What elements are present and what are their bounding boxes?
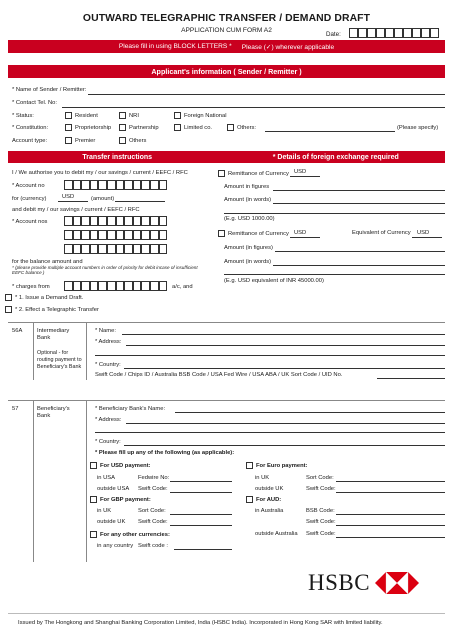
constitution-others[interactable]: Others: (227, 124, 256, 131)
date-label: Date: (326, 31, 341, 38)
charges-suffix: a/c, and (172, 284, 193, 290)
account-nos-boxes-2[interactable] (64, 230, 167, 240)
constitution-partnership[interactable]: Partnership (119, 124, 159, 131)
status-nri[interactable]: NRI (119, 112, 139, 119)
fill-instructions-band (8, 40, 445, 53)
remit-currency-value-2: USD (294, 230, 307, 236)
aud-swift-field[interactable] (336, 525, 445, 526)
currency-field[interactable] (58, 201, 88, 202)
section-divider-56a (8, 322, 445, 323)
intermediary-country-label: * Country: (95, 362, 121, 368)
gbp-swift-field[interactable] (170, 525, 232, 526)
footer-divider (8, 613, 445, 614)
euro-swift-field[interactable] (336, 492, 445, 493)
form-subtitle: APPLICATION CUM FORM A2 (181, 27, 272, 34)
other-any-country: in any country (97, 543, 134, 549)
block-letters-note: Please fill in using BLOCK LETTERS * (118, 43, 232, 50)
equivalent-value: USD (417, 230, 430, 236)
tick-note: Please (✓) wherever applicable (241, 43, 335, 51)
option-telegraphic-transfer[interactable]: * 2. Effect a Telegraphic Transfer (5, 306, 99, 313)
beneficiary-country-field[interactable] (124, 445, 445, 446)
footer-text: Issued by The Hongkong and Shanghai Banking Corporation Limited, India (HSBC India). Incorporated in Hong Kong SAR with limited liability. (18, 620, 383, 626)
contact-label: * Contact Tel. No: (12, 100, 58, 106)
date-field[interactable] (349, 28, 439, 38)
hsbc-logo (308, 570, 419, 596)
amount-label: (amount) (91, 196, 115, 202)
intermediary-name-label: * Name: (95, 328, 116, 334)
status-foreign-national[interactable]: Foreign National (174, 112, 227, 119)
amount-figures-field[interactable] (273, 190, 445, 191)
aud-outside-swift-label: Swift Code: (306, 531, 336, 537)
gbp-sort-label: Sort Code: (138, 508, 166, 514)
and-debit-text: and debit my / our savings / current / EEFC / RFC (12, 207, 140, 213)
constitution-proprietorship[interactable]: Proprietorship (65, 124, 111, 131)
euro-outside-uk: outside UK (255, 486, 284, 492)
account-type-others[interactable]: Others (119, 137, 146, 144)
usd-swift-field[interactable] (170, 492, 232, 493)
remit-currency-value: USD (294, 169, 307, 175)
other-swift-label: Swift code : (138, 543, 168, 549)
euro-in-uk: in UK (255, 475, 270, 481)
intermediary-optional-note: Optional - for routing payment to Beneficiary's Bank (37, 350, 82, 370)
intermediary-country-field[interactable] (124, 368, 445, 369)
balance-note: * (please provide multiple account numbers in order of priority for debit incase of insufficient EEFC balance ) (12, 265, 198, 276)
amount-figures2-field[interactable] (275, 251, 445, 252)
charges-boxes[interactable] (64, 281, 167, 291)
currency-value: USD (62, 194, 75, 200)
status-resident[interactable]: Resident (65, 112, 98, 119)
gbp-in-uk: in UK (97, 508, 112, 514)
sender-name-field[interactable] (88, 94, 445, 95)
amount-words-label: Amount (in words) (224, 197, 272, 203)
amount-figures2-label: Amount (in figures) (224, 245, 273, 251)
intermediary-swift-field[interactable] (377, 378, 445, 379)
fx-heading: * Details of foreign exchange required (272, 153, 399, 161)
option-demand-draft[interactable]: * 1. Issue a Demand Draft. (5, 294, 83, 301)
beneficiary-address-label: * Address: (95, 417, 122, 423)
usd-fedwire-field[interactable] (170, 481, 232, 482)
aud-outside-swift-field[interactable] (336, 537, 445, 538)
gbp-payment-checkbox[interactable]: For GBP payment: (90, 496, 151, 503)
aud-bsb-field[interactable] (336, 514, 445, 515)
account-nos-boxes-1[interactable] (64, 216, 167, 226)
aud-in-australia: in Australia (255, 508, 284, 514)
form-title: OUTWARD TELEGRAPHIC TRANSFER / DEMAND DRAFT (82, 13, 371, 24)
beneficiary-name-label: * Beneficiary Bank's Name: (95, 406, 166, 412)
authorise-text: I / We authorise you to debit my / our savings / current / EEFC / RFC (12, 170, 188, 176)
for-currency-label: for (currency) (12, 196, 47, 202)
section-band (8, 151, 445, 163)
contact-field[interactable] (62, 107, 445, 108)
beneficiary-name-field[interactable] (175, 412, 445, 413)
please-specify: (Please specify) (397, 125, 439, 131)
aud-swift-label: Swift Code: (306, 519, 336, 525)
amount-words2-field-2[interactable] (224, 274, 445, 275)
euro-payment-checkbox[interactable]: For Euro payment: (246, 462, 308, 469)
beneficiary-address-field[interactable] (126, 423, 445, 424)
intermediary-name-field[interactable] (122, 334, 445, 335)
equivalent-label: Equivalent of Currency (352, 230, 411, 236)
sender-name-label: * Name of Sender / Remitter: (12, 87, 87, 93)
status-label: * Status: (12, 113, 34, 119)
example-1: (E.g. USD 1000.00) (224, 216, 275, 222)
charges-label: * charges from (12, 284, 50, 290)
hsbc-wordmark: HSBC (308, 570, 371, 595)
aud-bsb-label: BSB Code: (306, 508, 335, 514)
aud-outside-australia: outside Australia (255, 531, 298, 537)
other-swift-field[interactable] (174, 549, 232, 550)
euro-sort-field[interactable] (336, 481, 445, 482)
gbp-outside-uk: outside UK (97, 519, 126, 525)
other-currency-checkbox[interactable]: For any other currencies: (90, 531, 170, 538)
amount-words2-label: Amount (in words) (224, 259, 272, 265)
amount-words2-field[interactable] (273, 265, 445, 266)
account-type-premier[interactable]: Premier (65, 137, 95, 144)
usd-outside-usa: outside USA (97, 486, 130, 492)
account-nos-label: * Account nos (12, 219, 48, 225)
remit-currency-field-2[interactable] (290, 237, 320, 238)
usd-payment-checkbox[interactable]: For USD payment: (90, 462, 151, 469)
balance-label: for the balance amount and (12, 259, 83, 265)
remit-currency-checkbox-2[interactable]: Remittance of Currency (218, 230, 289, 237)
account-nos-boxes-3[interactable] (64, 244, 167, 254)
euro-sort-label: Sort Code: (306, 475, 334, 481)
amount-words-field-2[interactable] (224, 213, 445, 214)
remit-currency-field[interactable] (290, 176, 320, 177)
example-2: (E.g. USD equivalent of INR 45000.00) (224, 278, 324, 284)
beneficiary-code: 57 (12, 406, 19, 412)
applicant-heading: Applicant's information ( Sender / Remitter ) (8, 65, 445, 78)
constitution-label: * Constitution: (12, 125, 49, 131)
constitution-limited[interactable]: Limited co. (174, 124, 212, 131)
euro-swift-label: Swift Code: (306, 486, 336, 492)
usd-swift-label: Swift Code: (138, 486, 168, 492)
account-type-label: Account type: (12, 138, 48, 144)
usd-fedwire-label: Fedwire No: (138, 475, 170, 481)
beneficiary-country-label: * Country: (95, 439, 121, 445)
gbp-swift-label: Swift Code: (138, 519, 168, 525)
gbp-sort-field[interactable] (170, 514, 232, 515)
account-no-label: * Account no (12, 183, 45, 189)
usd-in-usa: in USA (97, 475, 116, 481)
amount-field[interactable] (115, 201, 165, 202)
transfer-heading: Transfer instructions (82, 153, 153, 161)
others-specify-field[interactable] (265, 131, 395, 132)
intermediary-address-field-2[interactable] (95, 355, 445, 356)
aud-payment-checkbox[interactable]: For AUD: (246, 496, 281, 503)
intermediary-address-label: * Address: (95, 339, 122, 345)
equivalent-field[interactable] (412, 237, 442, 238)
intermediary-title: Intermediary Bank (37, 328, 70, 341)
amount-figures-label: Amount in figures (224, 184, 270, 190)
fill-any-note: * Please fill up any of the following (as applicable): (95, 450, 235, 456)
remit-currency-checkbox[interactable]: Remittance of Currency (218, 170, 289, 177)
intermediary-swift-label: Swift Code / Chips ID / Australia BSB Code / USA Fed Wire / USA ABA / UK Sort Code / UID No. (95, 372, 343, 378)
section-divider-57 (8, 400, 445, 401)
account-no-boxes[interactable] (64, 180, 167, 190)
beneficiary-address-field-2[interactable] (95, 432, 445, 433)
beneficiary-title: Beneficiary's Bank (37, 406, 70, 419)
intermediary-code: 56A (12, 328, 23, 334)
hexagon-logo-icon (375, 572, 419, 594)
intermediary-address-field[interactable] (126, 345, 445, 346)
amount-words-field[interactable] (273, 203, 445, 204)
